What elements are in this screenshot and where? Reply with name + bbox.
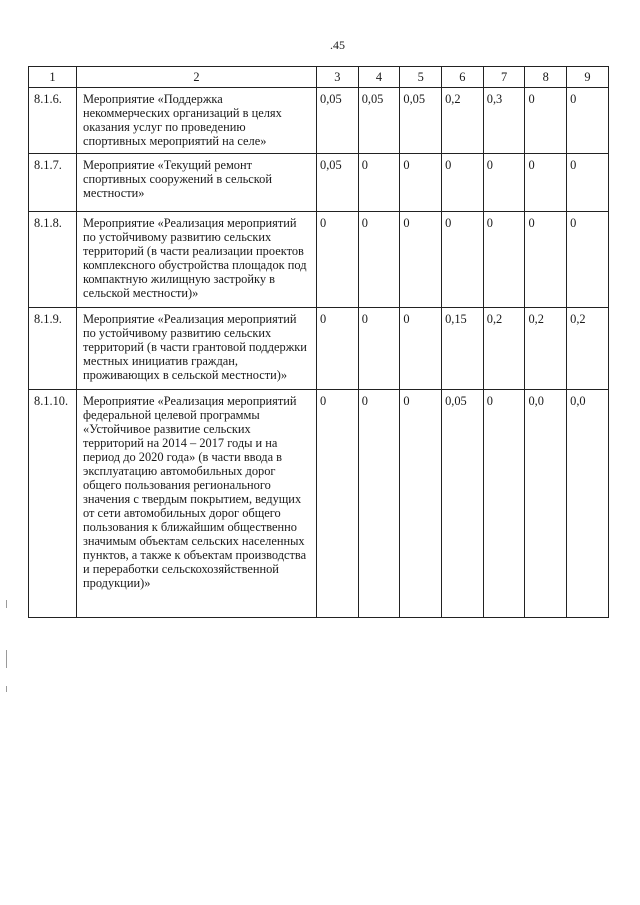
scan-edge-mark (6, 686, 7, 692)
row-code: 8.1.10. (29, 390, 77, 618)
column-header: 2 (77, 67, 317, 88)
row-value: 0 (400, 390, 442, 618)
row-value: 0,2 (567, 308, 609, 390)
row-value: 0 (442, 212, 484, 308)
row-value: 0 (567, 154, 609, 212)
row-value: 0,0 (567, 390, 609, 618)
row-value: 0 (567, 212, 609, 308)
row-code: 8.1.8. (29, 212, 77, 308)
column-header: 1 (29, 67, 77, 88)
column-header: 6 (442, 67, 484, 88)
row-value: 0 (525, 212, 567, 308)
table-row (29, 390, 609, 618)
column-header: 3 (317, 67, 359, 88)
row-value: 0,05 (442, 390, 484, 618)
page-number-dot: . (330, 38, 333, 52)
row-description: Мероприятие «Реализация мероприятий по устойчивому развитию сельских территорий (в части реализации проектов комплексного обустройства площадок под компактную жилищную застройку в сельской местности)» (77, 212, 317, 308)
row-value: 0 (358, 154, 400, 212)
row-value: 0,2 (442, 88, 484, 154)
row-value: 0 (400, 154, 442, 212)
row-value: 0,05 (358, 88, 400, 154)
row-code: 8.1.6. (29, 88, 77, 154)
row-description: Мероприятие «Реализация мероприятий федеральной целевой программы «Устойчивое развитие сельских территорий на 2014 – 2017 годы и на период до 2020 года» (в части ввода в эксплуатацию автомобильных дорог общего пользования регионального значения с твердым покрытием, ведущих от сети автомобильных дорог общего пользования к ближайшим общественно значимым объектам сельских населенных пунктов, а также к объектам производства и переработки сельскохозяйственной продукции)» (77, 390, 317, 618)
table-row (29, 88, 609, 154)
column-header: 4 (358, 67, 400, 88)
row-description: Мероприятие «Реализация мероприятий по устойчивому развитию сельских территорий (в части грантовой поддержки местных инициатив граждан, проживающих в сельской местности)» (77, 308, 317, 390)
row-value: 0 (317, 390, 359, 618)
row-code: 8.1.9. (29, 308, 77, 390)
row-value: 0 (483, 390, 525, 618)
table-row (29, 308, 609, 390)
row-value: 0 (358, 390, 400, 618)
indicators-table (28, 66, 609, 618)
table-header-row (29, 67, 609, 88)
table-row (29, 212, 609, 308)
row-value: 0 (317, 212, 359, 308)
row-value: 0,05 (317, 88, 359, 154)
row-value: 0,05 (317, 154, 359, 212)
column-header: 5 (400, 67, 442, 88)
row-value: 0 (400, 308, 442, 390)
row-value: 0 (400, 212, 442, 308)
row-value: 0 (525, 88, 567, 154)
row-value: 0 (567, 88, 609, 154)
row-value: 0,2 (483, 308, 525, 390)
row-code: 8.1.7. (29, 154, 77, 212)
row-value: 0 (358, 212, 400, 308)
table-row (29, 154, 609, 212)
row-value: 0,2 (525, 308, 567, 390)
row-value: 0,3 (483, 88, 525, 154)
column-header: 7 (483, 67, 525, 88)
scan-edge-mark (6, 600, 7, 608)
row-value: 0 (483, 154, 525, 212)
row-value: 0 (483, 212, 525, 308)
column-header: 8 (525, 67, 567, 88)
row-value: 0,0 (525, 390, 567, 618)
row-value: 0,05 (400, 88, 442, 154)
row-value: 0 (358, 308, 400, 390)
column-header: 9 (567, 67, 609, 88)
row-value: 0 (317, 308, 359, 390)
row-description: Мероприятие «Поддержка некоммерческих организаций в целях оказания услуг по проведению спортивных мероприятий на селе» (77, 88, 317, 154)
row-value: 0 (442, 154, 484, 212)
indicators-table-wrapper (28, 66, 608, 618)
row-value: 0 (525, 154, 567, 212)
row-description: Мероприятие «Текущий ремонт спортивных сооружений в сельской местности» (77, 154, 317, 212)
row-value: 0,15 (442, 308, 484, 390)
page-number (330, 38, 345, 53)
scan-edge-mark (6, 650, 7, 668)
page-number-value: 45 (333, 38, 345, 52)
